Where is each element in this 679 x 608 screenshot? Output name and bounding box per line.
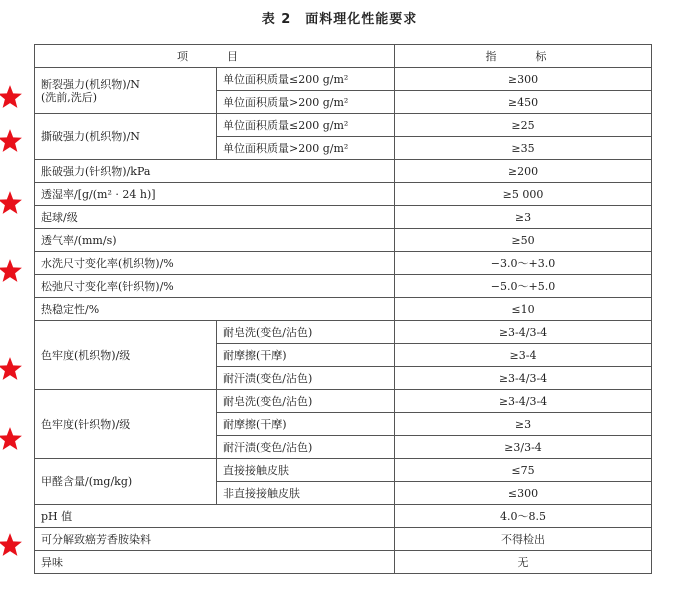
row-value: −3.0～+3.0 [395,252,652,275]
row-label: 热稳定性/% [35,298,395,321]
row-sub: 非直接接触皮肤 [217,482,395,505]
table-row [35,229,652,252]
breaking-label-note: (洗前,洗后) [41,90,98,104]
star-icon [0,532,24,558]
table-row [35,275,652,298]
row-label: 色牢度(针织物)/级 [35,390,217,459]
table-row [35,206,652,229]
row-sub: 耐摩擦(干摩) [217,344,395,367]
row-label: pH 值 [35,505,395,528]
row-value: ≥300 [395,68,652,91]
table-row [35,528,652,551]
row-value: 不得检出 [395,528,652,551]
row-label [35,68,217,114]
row-value: 无 [395,551,652,574]
row-label: 色牢度(机织物)/级 [35,321,217,390]
row-value: −5.0～+5.0 [395,275,652,298]
row-value: ≤10 [395,298,652,321]
row-label: 异味 [35,551,395,574]
star-icon [0,258,24,284]
row-value: ≥50 [395,229,652,252]
row-label: 起球/级 [35,206,395,229]
table-row [35,160,652,183]
star-icon [0,128,24,154]
row-label: 透气率/(mm/s) [35,229,395,252]
row-value: ≤300 [395,482,652,505]
row-label: 胀破强力(针织物)/kPa [35,160,395,183]
row-value: ≥5 000 [395,183,652,206]
row-label: 甲醛含量/(mg/kg) [35,459,217,505]
table-row [35,321,652,344]
requirements-table [34,44,652,574]
row-sub: 耐汗渍(变色/沾色) [217,367,395,390]
row-value: ≥450 [395,91,652,114]
row-value: ≥3/3-4 [395,436,652,459]
row-value: ≥200 [395,160,652,183]
star-icon [0,426,24,452]
table-row [35,551,652,574]
row-label: 透湿率/[g/(m² · 24 h)] [35,183,395,206]
row-sub: 耐汗渍(变色/沾色) [217,436,395,459]
row-sub: 直接接触皮肤 [217,459,395,482]
header-index: 指 标 [395,45,652,68]
row-sub: 耐摩擦(干摩) [217,413,395,436]
row-value: ≥25 [395,114,652,137]
star-icon [0,356,24,382]
table-row [35,183,652,206]
row-sub: 单位面积质量>200 g/m² [217,91,395,114]
row-label: 可分解致癌芳香胺染料 [35,528,395,551]
table-row [35,298,652,321]
table-row [35,68,652,91]
table-row [35,505,652,528]
row-label: 松弛尺寸变化率(针织物)/% [35,275,395,298]
table-row [35,459,652,482]
row-value: ≥3-4/3-4 [395,367,652,390]
table-row [35,390,652,413]
row-sub: 单位面积质量≤200 g/m² [217,68,395,91]
row-sub: 单位面积质量≤200 g/m² [217,114,395,137]
row-value: ≤75 [395,459,652,482]
table-row [35,252,652,275]
row-label: 撕破强力(机织物)/N [35,114,217,160]
star-icon [0,84,24,110]
row-sub: 耐皂洗(变色/沾色) [217,321,395,344]
row-value: ≥3-4/3-4 [395,321,652,344]
table-header-row [35,45,652,68]
row-sub: 单位面积质量>200 g/m² [217,137,395,160]
star-icon [0,190,24,216]
row-value: ≥3 [395,206,652,229]
row-value: ≥3 [395,413,652,436]
row-value: ≥35 [395,137,652,160]
row-sub: 耐皂洗(变色/沾色) [217,390,395,413]
row-value: 4.0～8.5 [395,505,652,528]
header-item: 项 目 [35,45,395,68]
table-row [35,114,652,137]
breaking-label: 断裂强力(机织物)/N [41,77,140,91]
table-title: 表 2 面料理化性能要求 [261,12,418,27]
row-value: ≥3-4/3-4 [395,390,652,413]
row-label: 水洗尺寸变化率(机织物)/% [35,252,395,275]
row-value: ≥3-4 [395,344,652,367]
